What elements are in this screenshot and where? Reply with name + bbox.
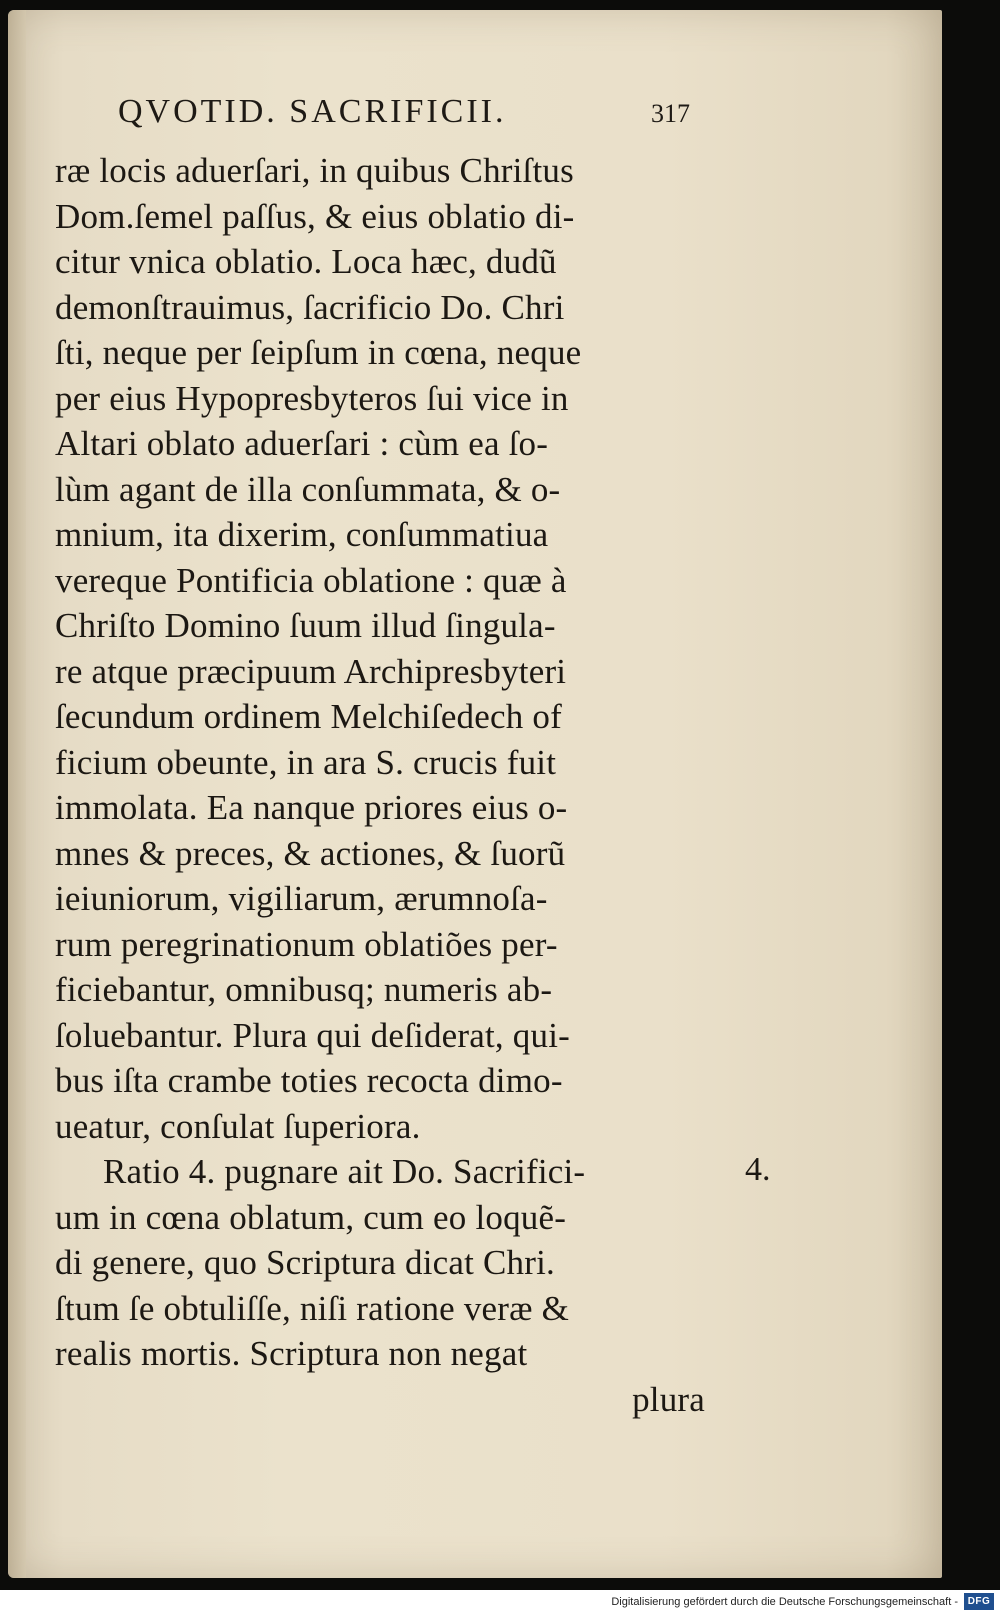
text-line: ieiuniorum, vigiliarum, ærumnoſa- xyxy=(55,879,548,918)
paragraph-start-line: Ratio 4. pugnare ait Do. Sacrifici- xyxy=(103,1152,586,1191)
text-line: rum peregrinationum oblatiões per- xyxy=(55,924,558,964)
dfg-logo: DFG xyxy=(964,1593,994,1610)
text-line: ſoluebantur. Plura qui deſiderat, qui- xyxy=(55,1015,570,1055)
text-line: demonſtrauimus, ſacrificio Do. Chri xyxy=(55,287,565,327)
catchword: plura xyxy=(632,1379,705,1419)
margin-note: 4. xyxy=(745,1151,771,1188)
text-line: lùm agant de illa conſummata, & o- xyxy=(55,469,561,509)
running-title: QVOTID. SACRIFICII. xyxy=(118,93,507,130)
text-line: um in cœna oblatum, cum eo loquẽ- xyxy=(55,1197,567,1237)
text-line: realis mortis. Scriptura non negat xyxy=(55,1334,528,1373)
text-line: ueatur, conſulat ſuperiora. xyxy=(55,1106,421,1146)
main-text-block xyxy=(55,148,715,1422)
footer-bar xyxy=(0,1590,1000,1615)
text-line: ſecundum ordinem Melchiſedech of xyxy=(55,697,562,736)
text-line: mnium, ita dixerim, conſummatiua xyxy=(55,515,549,554)
page-gutter-edge xyxy=(8,10,26,1578)
text-line: Altari oblato aduerſari : cùm ea ſo- xyxy=(55,424,549,463)
text-line: mnes & preces, & actiones, & ſuorũ xyxy=(55,833,566,873)
text-line: ficiebantur, omnibusq; numeris ab- xyxy=(55,970,553,1009)
text-line: citur vnica oblatio. Loca hæc, dudũ xyxy=(55,242,557,281)
text-line: ficium obeunte, in ara S. crucis fuit xyxy=(55,742,557,782)
text-line: re atque præcipuum Archipresbyteri xyxy=(55,651,567,691)
footer-credit: Digitalisierung gefördert durch die Deutsche Forschungsgemeinschaft - xyxy=(611,1596,958,1608)
text-line: Dom.ſemel paſſus, & eius oblatio di- xyxy=(55,196,575,236)
text-line: di genere, quo Scriptura dicat Chri. xyxy=(55,1243,555,1282)
text-line: ræ locis aduerſari, in quibus Chriſtus xyxy=(55,151,574,190)
text-line: ſti, neque per ſeipſum in cœna, neque xyxy=(55,333,582,372)
page-number: 317 xyxy=(651,99,690,128)
text-line: per eius Hypopresbyteros ſui vice in xyxy=(55,378,569,418)
text-line: Chriſto Domino ſuum illud ſingula- xyxy=(55,606,556,645)
text-line: ſtum ſe obtuliſſe, niſi ratione veræ & xyxy=(55,1288,570,1328)
running-head xyxy=(110,90,690,134)
text-line: bus iſta crambe toties recocta dimo- xyxy=(55,1061,563,1100)
text-line: vereque Pontificia oblatione : quæ à xyxy=(55,560,567,600)
text-line: immolata. Ea nanque priores eius o- xyxy=(55,788,568,827)
